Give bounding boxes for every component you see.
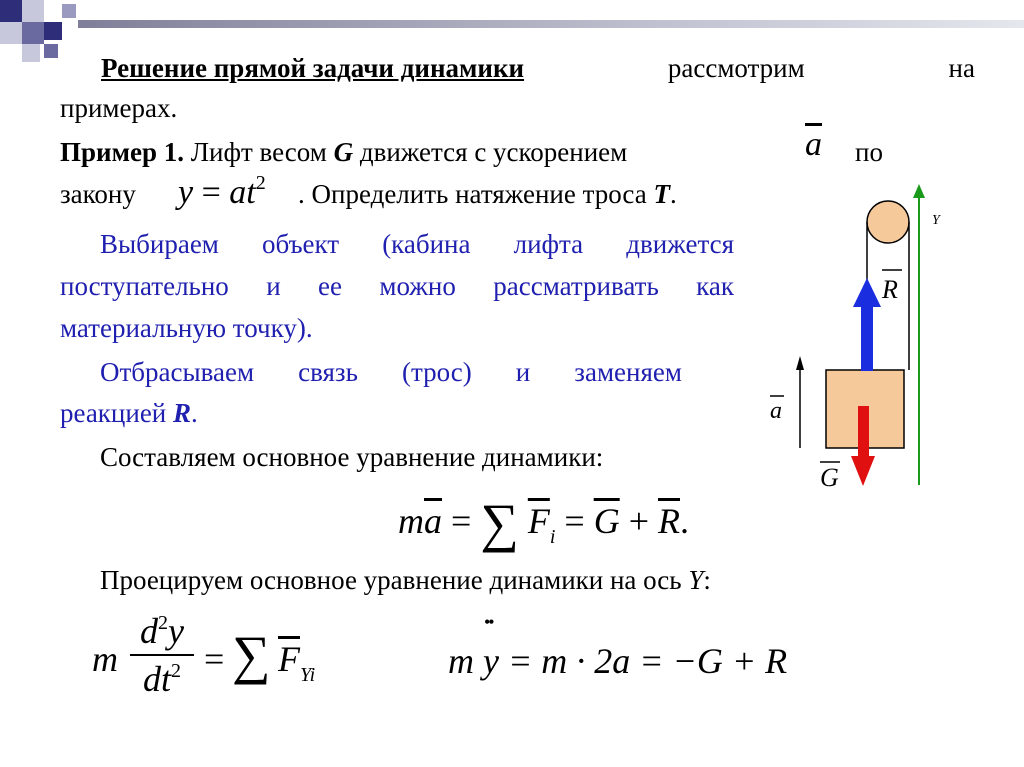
heading-word-1: рассмотрим (667, 53, 805, 83)
example-text-a: Лифт весом (190, 137, 327, 167)
accel-arrow-head (796, 356, 804, 370)
corner-square-5 (44, 22, 62, 40)
example-line1 (60, 136, 627, 168)
corner-square-6 (22, 44, 40, 62)
main-F: $\overline{F}$ (527, 501, 550, 541)
blue-para1-line3: материальную точку). (60, 313, 313, 343)
example-zakonu: закону (60, 179, 136, 209)
heading-word-2: на (948, 53, 975, 83)
example-T: T (653, 179, 670, 209)
p2-w2: связь (298, 357, 358, 387)
p1-l2-w4: можно (379, 271, 456, 301)
p1-w5: движется (626, 229, 734, 259)
label-Y: Y (932, 213, 940, 228)
p1-l2-w2: и (266, 271, 281, 301)
eqL-sub: Yi (300, 664, 316, 686)
main-i: i (549, 526, 556, 548)
corner-square-4 (22, 22, 44, 44)
law-at: at (229, 174, 256, 211)
eqL-fraction (130, 610, 194, 700)
project-line (100, 564, 711, 596)
compose-text: Составляем основное уравнение динамики: (100, 442, 604, 472)
eqR-y: y (483, 641, 499, 681)
eqL-F-wrap (278, 638, 315, 687)
p1-l2-w3: ее (318, 271, 342, 301)
eqL-num (130, 610, 194, 652)
label-R: R (882, 275, 898, 304)
p1-w4: лифта (513, 229, 584, 259)
main-plus: + (628, 501, 649, 541)
eqL-num-exp: 2 (158, 612, 168, 634)
project-colon: : (703, 565, 711, 595)
eqL-m: m (92, 639, 118, 679)
heading-line2: примерах. (60, 93, 178, 123)
blue-para1-line1 (100, 228, 734, 260)
title-bar-gradient (78, 20, 1024, 28)
example-label: Пример 1. (60, 137, 184, 167)
main-end: . (680, 501, 689, 541)
accel-a: $\overline{a}$ (805, 126, 822, 163)
p2-dot: . (191, 398, 198, 428)
main-a: $\overline{a}$ (424, 501, 442, 541)
gravity-arrow-shaft (858, 406, 869, 458)
pulley-circle (867, 201, 909, 243)
example-line2-rest (298, 178, 677, 210)
main-eq1: = (451, 501, 472, 541)
main-G: $\overline{G}$ (593, 501, 620, 541)
blue-para1-line2 (60, 270, 734, 302)
p2-w4: и (515, 357, 531, 387)
eqL-eq: = (204, 639, 225, 679)
p1-l2-w6: как (696, 271, 734, 301)
example-po: по (855, 137, 883, 167)
main-eq2: = (564, 501, 585, 541)
eqL-bar (130, 654, 194, 656)
p1-w1: Выбираем (100, 229, 219, 259)
corner-square-2 (22, 0, 44, 22)
reaction-arrow-shaft (861, 305, 873, 371)
p2-R: R (173, 398, 192, 428)
eqL-dt: dt (142, 659, 171, 699)
eqR-rest: = m · 2a = −G + R (507, 641, 788, 681)
p2-w3: (трос) (401, 357, 472, 387)
p1-l2-w5: рассматривать (493, 271, 659, 301)
y-axis-arrowhead (913, 184, 925, 198)
p1-l2-w1: поступательно (60, 271, 229, 301)
example-dot: . (669, 179, 677, 209)
example-text-b: движется с ускорением (359, 137, 628, 167)
eqR-m: m (448, 641, 474, 681)
heading-underlined: Решение прямой задачи динамики (101, 53, 525, 83)
eqR-body (448, 640, 787, 682)
p1-w2: объект (262, 229, 340, 259)
main-equation (398, 492, 689, 554)
law-exp: 2 (255, 172, 266, 194)
elevator-diagram (760, 180, 960, 500)
p1-w3: (кабина (382, 229, 471, 259)
eqR-ddots: •• (484, 612, 493, 632)
example-G: G (333, 137, 354, 167)
corner-square-3 (0, 22, 22, 44)
reaction-arrow-head (853, 278, 881, 307)
accel-symbol (805, 126, 822, 164)
project-axis: Y (688, 565, 704, 595)
eqL-sum: ∑ (232, 625, 271, 685)
eqL-d: d (140, 611, 158, 651)
eq-left (92, 610, 352, 720)
main-sum: ∑ (480, 493, 519, 553)
p2-reaction: реакцией (60, 398, 167, 428)
eqL-F: $\overline{F}$ (278, 639, 300, 679)
eqL-den (130, 658, 194, 700)
eqL-den-exp: 2 (171, 660, 181, 682)
label-G: G (820, 463, 839, 492)
corner-square-8 (44, 44, 58, 58)
main-R: $\overline{R}$ (658, 501, 680, 541)
eqL-y: y (168, 611, 184, 651)
law-y: y (178, 174, 194, 211)
project-text: Проецируем основное уравнение динамики на ось (100, 565, 682, 595)
law-eq: = (201, 174, 221, 211)
corner-square-7 (62, 4, 76, 18)
law-formula (178, 172, 266, 212)
gravity-arrow-head (851, 456, 875, 486)
blue-para2-line1 (100, 356, 682, 388)
main-m: m (398, 501, 424, 541)
example-text-c: . Определить натяжение троса (298, 179, 647, 209)
label-a: a (770, 398, 782, 424)
p2-w5: заменяем (574, 357, 682, 387)
blue-para2-line2 (60, 397, 198, 429)
p2-w1: Отбрасываем (100, 357, 255, 387)
heading-line1 (101, 52, 975, 84)
corner-square-1 (0, 0, 22, 22)
eq-right (448, 612, 808, 698)
